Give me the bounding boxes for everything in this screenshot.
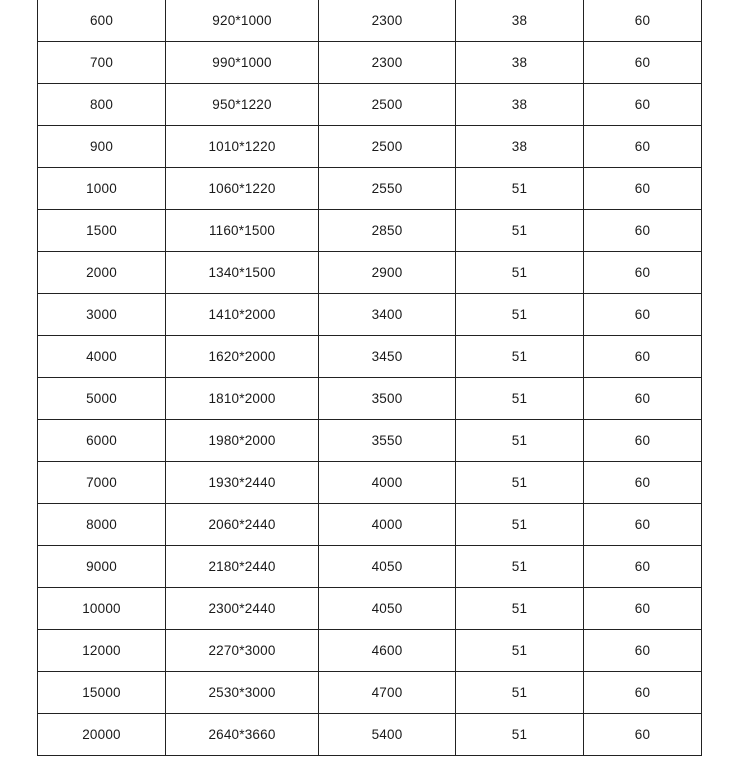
table-cell: 20000 xyxy=(38,714,166,756)
table-row xyxy=(38,168,702,210)
table-cell: 1620*2000 xyxy=(166,336,319,378)
table-row xyxy=(38,420,702,462)
table-cell: 4000 xyxy=(38,336,166,378)
table-cell: 4600 xyxy=(319,630,456,672)
table-cell: 2850 xyxy=(319,210,456,252)
table-cell: 990*1000 xyxy=(166,42,319,84)
table-cell: 60 xyxy=(584,0,702,42)
table-cell: 51 xyxy=(456,462,584,504)
table-cell: 5000 xyxy=(38,378,166,420)
table-cell: 950*1220 xyxy=(166,84,319,126)
table-cell: 9000 xyxy=(38,546,166,588)
table-cell: 5400 xyxy=(319,714,456,756)
table-cell: 1060*1220 xyxy=(166,168,319,210)
table-cell: 60 xyxy=(584,672,702,714)
table-cell: 2640*3660 xyxy=(166,714,319,756)
table-cell: 51 xyxy=(456,252,584,294)
table-row xyxy=(38,504,702,546)
table-row xyxy=(38,378,702,420)
table-cell: 1930*2440 xyxy=(166,462,319,504)
table-cell: 10000 xyxy=(38,588,166,630)
table-row xyxy=(38,252,702,294)
table-row xyxy=(38,210,702,252)
table-cell: 51 xyxy=(456,672,584,714)
table-cell: 15000 xyxy=(38,672,166,714)
spec-table-body xyxy=(38,0,702,756)
table-cell: 51 xyxy=(456,420,584,462)
table-cell: 51 xyxy=(456,546,584,588)
table-cell: 900 xyxy=(38,126,166,168)
table-row xyxy=(38,630,702,672)
table-cell: 12000 xyxy=(38,630,166,672)
table-row xyxy=(38,546,702,588)
table-cell: 60 xyxy=(584,714,702,756)
table-row xyxy=(38,588,702,630)
table-cell: 7000 xyxy=(38,462,166,504)
table-cell: 60 xyxy=(584,546,702,588)
table-cell: 6000 xyxy=(38,420,166,462)
table-cell: 4700 xyxy=(319,672,456,714)
table-cell: 51 xyxy=(456,630,584,672)
table-cell: 700 xyxy=(38,42,166,84)
table-cell: 60 xyxy=(584,42,702,84)
table-cell: 51 xyxy=(456,588,584,630)
table-cell: 2060*2440 xyxy=(166,504,319,546)
table-cell: 51 xyxy=(456,504,584,546)
table-cell: 2180*2440 xyxy=(166,546,319,588)
table-cell: 2550 xyxy=(319,168,456,210)
table-row xyxy=(38,336,702,378)
table-cell: 60 xyxy=(584,462,702,504)
table-cell: 1340*1500 xyxy=(166,252,319,294)
table-cell: 2500 xyxy=(319,84,456,126)
table-cell: 60 xyxy=(584,168,702,210)
table-cell: 2300 xyxy=(319,42,456,84)
table-cell: 60 xyxy=(584,378,702,420)
table-row xyxy=(38,294,702,336)
table-cell: 4000 xyxy=(319,504,456,546)
table-cell: 51 xyxy=(456,210,584,252)
table-cell: 4050 xyxy=(319,588,456,630)
table-cell: 2900 xyxy=(319,252,456,294)
table-cell: 60 xyxy=(584,294,702,336)
table-cell: 1810*2000 xyxy=(166,378,319,420)
table-cell: 2530*3000 xyxy=(166,672,319,714)
table-row xyxy=(38,462,702,504)
table-cell: 51 xyxy=(456,168,584,210)
table-cell: 60 xyxy=(584,252,702,294)
table-cell: 51 xyxy=(456,714,584,756)
table-cell: 3550 xyxy=(319,420,456,462)
table-cell: 60 xyxy=(584,588,702,630)
table-cell: 38 xyxy=(456,42,584,84)
table-cell: 60 xyxy=(584,126,702,168)
table-cell: 4000 xyxy=(319,462,456,504)
table-cell: 2300*2440 xyxy=(166,588,319,630)
table-cell: 60 xyxy=(584,504,702,546)
spec-table xyxy=(37,0,702,756)
table-cell: 51 xyxy=(456,378,584,420)
table-cell: 3450 xyxy=(319,336,456,378)
table-cell: 38 xyxy=(456,84,584,126)
table-row xyxy=(38,672,702,714)
table-cell: 2000 xyxy=(38,252,166,294)
table-cell: 800 xyxy=(38,84,166,126)
table-cell: 38 xyxy=(456,0,584,42)
table-cell: 60 xyxy=(584,420,702,462)
table-row xyxy=(38,42,702,84)
table-cell: 1000 xyxy=(38,168,166,210)
table-cell: 51 xyxy=(456,294,584,336)
table-cell: 60 xyxy=(584,210,702,252)
table-cell: 3000 xyxy=(38,294,166,336)
table-row xyxy=(38,0,702,42)
table-cell: 38 xyxy=(456,126,584,168)
table-row xyxy=(38,84,702,126)
table-cell: 3400 xyxy=(319,294,456,336)
table-cell: 1010*1220 xyxy=(166,126,319,168)
table-cell: 1410*2000 xyxy=(166,294,319,336)
table-row xyxy=(38,714,702,756)
table-cell: 600 xyxy=(38,0,166,42)
table-cell: 2500 xyxy=(319,126,456,168)
table-cell: 8000 xyxy=(38,504,166,546)
spec-table-container xyxy=(37,0,701,756)
table-cell: 60 xyxy=(584,630,702,672)
table-cell: 60 xyxy=(584,84,702,126)
table-cell: 1980*2000 xyxy=(166,420,319,462)
table-cell: 4050 xyxy=(319,546,456,588)
table-cell: 1160*1500 xyxy=(166,210,319,252)
table-cell: 3500 xyxy=(319,378,456,420)
table-cell: 1500 xyxy=(38,210,166,252)
table-cell: 51 xyxy=(456,336,584,378)
table-cell: 2300 xyxy=(319,0,456,42)
table-row xyxy=(38,126,702,168)
table-cell: 60 xyxy=(584,336,702,378)
table-cell: 2270*3000 xyxy=(166,630,319,672)
table-cell: 920*1000 xyxy=(166,0,319,42)
